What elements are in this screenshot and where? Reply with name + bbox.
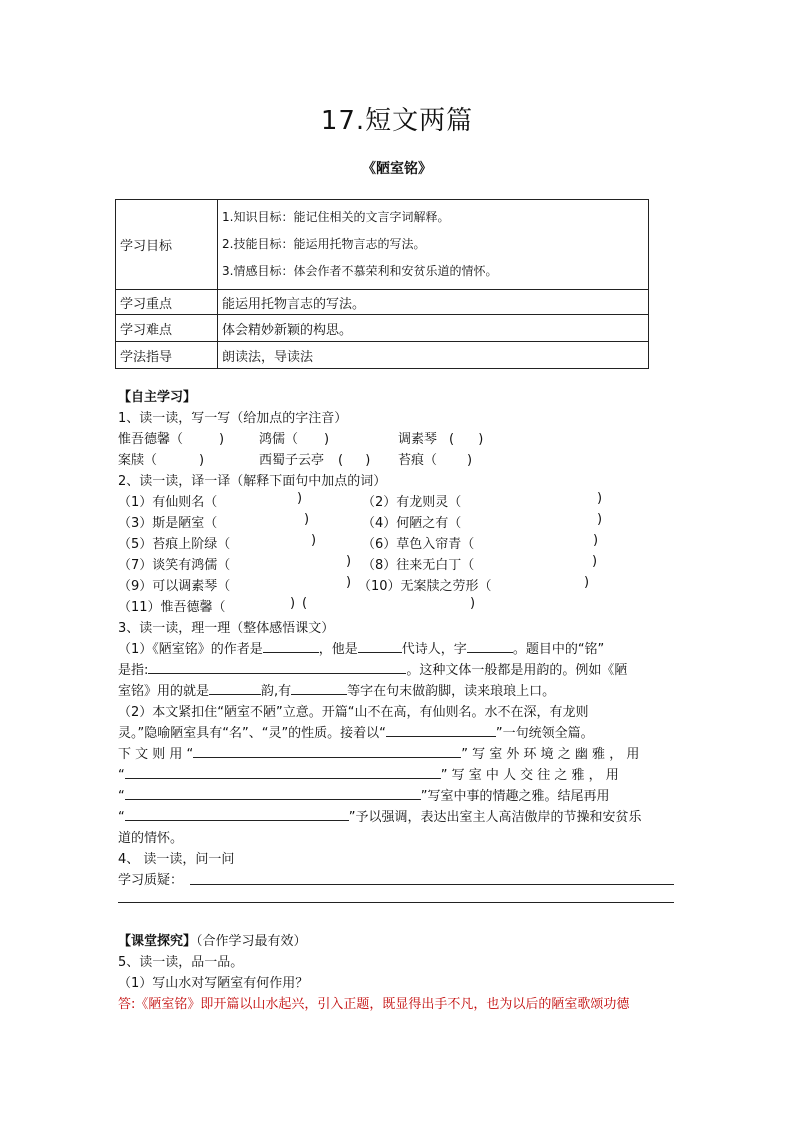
answer-blank[interactable] xyxy=(291,680,347,695)
answer-line[interactable] xyxy=(118,902,674,903)
self-study-heading: 【自主学习】 xyxy=(118,390,197,405)
class-explore-heading: 【课堂探究】（合作学习最有效） xyxy=(118,934,307,949)
difficulty-label: 学习难点 xyxy=(116,315,218,342)
fill-line-1: （1）《陋室铭》的作者是 ，他是 代诗人，字 。题目中的“铭” xyxy=(118,638,604,657)
paren-close: ) xyxy=(593,533,599,548)
paren-open: ( xyxy=(302,596,308,611)
paren-close: ) xyxy=(304,512,310,527)
answer-blank[interactable] xyxy=(125,785,421,800)
answer-blank[interactable] xyxy=(125,806,349,821)
phonetic-item: 惟吾德馨（ xyxy=(118,432,184,447)
table-row xyxy=(116,200,649,290)
paren-close: ) xyxy=(597,512,603,527)
goal-item: 3.情感目标：体会作者不慕荣利和安贫乐道的情怀。 xyxy=(222,264,498,278)
translation-item: （2）有龙则灵（ xyxy=(362,495,462,510)
learning-goals-table xyxy=(115,199,649,369)
fill-line-9: “ ”予以强调，表达出室主人高洁傲岸的节操和安贫乐 xyxy=(118,806,642,825)
answer-blank[interactable] xyxy=(263,638,319,653)
page-title: 17.短文两篇 xyxy=(320,106,474,136)
phonetic-row: 惟吾德馨（ ) xyxy=(118,432,225,447)
phonetic-item-5: 西蜀子云亭 ( ) xyxy=(259,453,371,468)
answer-blank[interactable] xyxy=(467,638,513,653)
key-label: 学习重点 xyxy=(116,290,218,315)
translation-item: （11）惟吾德馨（ xyxy=(118,600,226,615)
fill-line-3: 室铭》用的就是 韵,有 等字在句末做韵脚，读来琅琅上口。 xyxy=(118,680,555,699)
answer-blank[interactable] xyxy=(148,659,406,674)
fill-line-8: “ ”写室中事的情趣之雅。结尾再用 xyxy=(118,785,610,804)
key-value: 能运用托物言志的写法。 xyxy=(218,290,649,315)
question-label: 学习质疑： xyxy=(118,873,184,888)
method-label: 学法指导 xyxy=(116,342,218,369)
paren-close: ) xyxy=(346,554,352,569)
paren-close: ) xyxy=(297,491,303,506)
table-row xyxy=(116,315,649,342)
fill-line-7: “ ” 写 室 中 人 交 往 之 雅 ， 用 xyxy=(118,764,619,783)
answer-text: 答:《陋室铭》即开篇以山水起兴，引入正题，既显得出手不凡，也为以后的陋室歌颂功德 xyxy=(118,997,630,1012)
translation-item: （5）苔痕上阶绿（ xyxy=(118,537,231,552)
answer-blank[interactable] xyxy=(386,722,496,737)
goal-item: 2.技能目标：能运用托物言志的写法。 xyxy=(222,237,426,251)
paren-close: ) xyxy=(584,575,590,590)
difficulty-value: 体会精妙新颖的构思。 xyxy=(218,315,649,342)
question-3: 3、读一读，理一理（整体感悟课文） xyxy=(118,621,335,636)
paren-close: ) xyxy=(290,596,296,611)
translation-item: （6）草色入帘青（ xyxy=(362,537,475,552)
goals-label: 学习目标 xyxy=(116,200,218,290)
goal-item: 1.知识目标：能记住相关的文言字词解释。 xyxy=(222,210,450,224)
translation-item: （8）往来无白丁（ xyxy=(362,558,475,573)
translation-item: （9）可以调素琴（ xyxy=(118,579,231,594)
fill-line-6: 下 文 则 用 “ ” 写 室 外 环 境 之 幽 雅 ， 用 xyxy=(118,743,639,762)
question-5-1: （1）写山水对写陋室有何作用？ xyxy=(118,976,309,991)
method-value: 朗读法，导读法 xyxy=(218,342,649,369)
translation-item: （3）斯是陋室（ xyxy=(118,516,218,531)
translation-item: （4）何陋之有（ xyxy=(362,516,462,531)
translation-item: （1）有仙则名（ xyxy=(118,495,218,510)
phonetic-row-2: 案牍（ ) xyxy=(118,453,205,468)
question-1: 1、读一读，写一写（给加点的字注音） xyxy=(118,411,348,426)
paren-close: ) xyxy=(597,491,603,506)
lesson-subtitle: 《陋室铭》 xyxy=(362,161,432,177)
table-row xyxy=(116,342,649,369)
table-row xyxy=(116,290,649,315)
fill-line-5: 灵。”隐喻陋室具有“名”、“灵”的性质。接着以“ ”一句统领全篇。 xyxy=(118,722,594,741)
phonetic-item-6: 苔痕（ ) xyxy=(398,453,473,468)
translation-item: （7）谈笑有鸿儒（ xyxy=(118,558,231,573)
paren-close: ) xyxy=(311,533,317,548)
paren-close: ) xyxy=(592,554,598,569)
question-5: 5、读一读，品一品。 xyxy=(118,955,244,970)
goals-cell xyxy=(218,200,649,290)
answer-blank[interactable] xyxy=(193,743,461,758)
answer-blank[interactable] xyxy=(209,680,261,695)
phonetic-item-2: 鸿儒（ ) xyxy=(259,432,330,447)
answer-line[interactable] xyxy=(190,884,674,885)
translation-item: （10）无案牍之劳形（ xyxy=(358,579,492,594)
phonetic-item-3: 调素琴 ( ) xyxy=(398,432,484,447)
question-2: 2、读一读，译一译（解释下面句中加点的词） xyxy=(118,474,387,489)
fill-line-10: 道的情怀。 xyxy=(118,831,184,846)
answer-blank[interactable] xyxy=(125,764,441,779)
fill-line-2: 是指: 。这种文体一般都是用韵的。例如《陋 xyxy=(118,659,627,678)
question-4: 4、 读一读，问一问 xyxy=(118,852,235,867)
paren-close: ) xyxy=(346,575,352,590)
answer-blank[interactable] xyxy=(358,638,402,653)
paren-close: ) xyxy=(470,596,476,611)
fill-line-4: （2）本文紧扣住“陋室不陋”立意。开篇“山不在高，有仙则名。水不在深，有龙则 xyxy=(118,705,589,720)
